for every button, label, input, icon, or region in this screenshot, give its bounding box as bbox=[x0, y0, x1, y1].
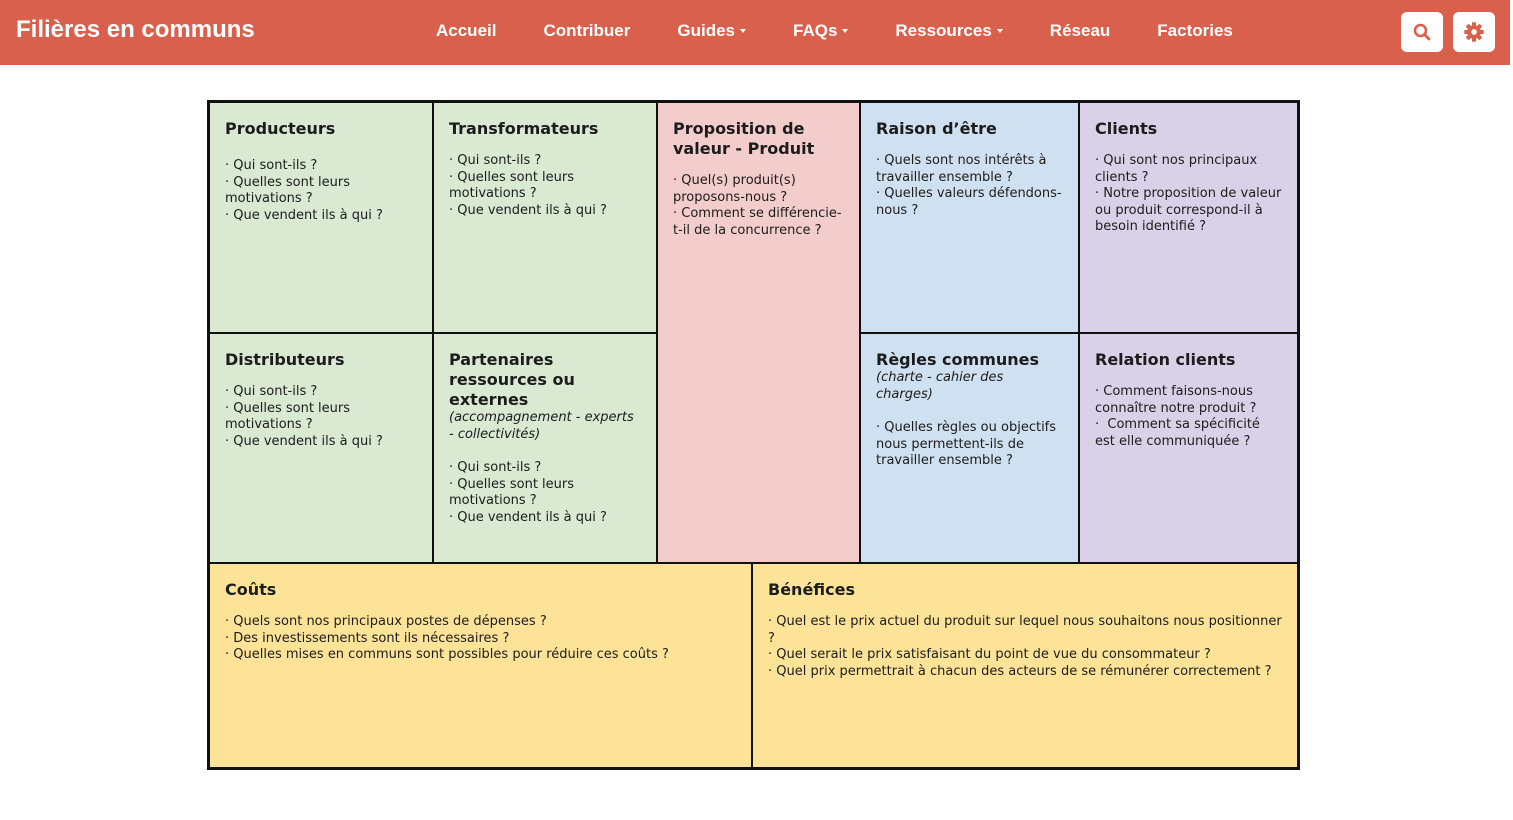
list-item: · Quelles mises en communs sont possibles pour réduire ces coûts ? bbox=[225, 647, 737, 664]
caret-down-icon bbox=[740, 29, 746, 33]
list-item: · Qui sont-ils ? bbox=[225, 384, 418, 401]
cell-subtitle: (accompagnement - experts - collectivités) bbox=[449, 410, 634, 442]
cell-benefices bbox=[753, 564, 1297, 767]
nav-link-faqs[interactable] bbox=[793, 21, 848, 41]
cell-title: Proposition de valeur - Produit bbox=[673, 119, 815, 158]
list-item: · Que vendent ils à qui ? bbox=[449, 510, 642, 527]
list-item: · Quelles sont leurs motivations ? bbox=[225, 175, 418, 208]
cell-clients bbox=[1080, 103, 1297, 332]
cell-items bbox=[1095, 153, 1283, 236]
list-item: · Quelles règles ou objectifs nous permettent-ils de travailler ensemble ? bbox=[876, 420, 1064, 470]
cell-regles-communes bbox=[861, 334, 1078, 562]
cell-items bbox=[876, 420, 1064, 470]
nav-link-label: Factories bbox=[1157, 21, 1233, 40]
cell-title: Partenaires ressources ou externes bbox=[449, 350, 575, 409]
nav-link-factories[interactable] bbox=[1157, 21, 1233, 41]
gear-icon bbox=[1463, 21, 1485, 43]
search-icon bbox=[1413, 23, 1431, 41]
cell-items bbox=[449, 460, 642, 526]
cell-title: Règles communes bbox=[876, 350, 1040, 369]
cell-title: Producteurs bbox=[225, 119, 336, 138]
site-brand[interactable]: Filières en communs bbox=[16, 16, 255, 43]
list-item: · Quelles sont leurs motivations ? bbox=[449, 477, 642, 510]
cell-items bbox=[449, 153, 642, 219]
list-item: · Quel serait le prix satisfaisant du point de vue du consommateur ? bbox=[768, 647, 1291, 664]
nav-link-label: Contribuer bbox=[543, 21, 631, 40]
nav-link-contribuer[interactable] bbox=[543, 21, 630, 41]
cell-title: Clients bbox=[1095, 119, 1158, 138]
list-item: · Quelles sont leurs motivations ? bbox=[225, 401, 418, 434]
cell-title: Transformateurs bbox=[449, 119, 599, 138]
cell-items bbox=[225, 158, 418, 224]
cell-items bbox=[225, 614, 737, 664]
list-item: · Comment se différencie-t-il de la concurrence ? bbox=[673, 206, 845, 239]
caret-down-icon bbox=[842, 29, 848, 33]
list-item: · Des investissements sont ils nécessaires ? bbox=[225, 631, 737, 648]
list-item: · Quels sont nos principaux postes de dépenses ? bbox=[225, 614, 737, 631]
cell-title: Distributeurs bbox=[225, 350, 345, 369]
list-item: · Qui sont-ils ? bbox=[449, 460, 642, 477]
cell-subtitle: (charte - cahier des charges) bbox=[876, 370, 1004, 402]
nav-link-label: Ressources bbox=[895, 21, 992, 40]
cell-items bbox=[225, 384, 418, 450]
caret-down-icon bbox=[997, 29, 1003, 33]
nav-link-accueil[interactable] bbox=[436, 21, 496, 41]
nav-link-label: FAQs bbox=[793, 21, 838, 40]
nav-link-label: Guides bbox=[677, 21, 735, 40]
cell-title: Bénéfices bbox=[768, 580, 856, 599]
top-navbar bbox=[0, 0, 1510, 65]
cell-distributeurs bbox=[210, 334, 432, 562]
list-item: · Que vendent ils à qui ? bbox=[225, 434, 418, 451]
list-item: · Quel prix permettrait à chacun des acteurs de se rémunérer correctement ? bbox=[768, 664, 1291, 681]
list-item: · Quelles valeurs défendons-nous ? bbox=[876, 186, 1064, 219]
list-item: · Comment sa spécificité est elle communiquée ? bbox=[1095, 417, 1283, 450]
list-item: · Qui sont-ils ? bbox=[449, 153, 642, 170]
business-model-canvas bbox=[207, 100, 1300, 770]
list-item: · Quels sont nos intérêts à travailler ensemble ? bbox=[876, 153, 1064, 186]
cell-title: Relation clients bbox=[1095, 350, 1236, 369]
cell-transformateurs bbox=[434, 103, 656, 332]
list-item: · Quel est le prix actuel du produit sur lequel nous souhaitons nous positionner ? bbox=[768, 614, 1291, 647]
cell-relation-clients bbox=[1080, 334, 1297, 562]
nav-link-guides[interactable] bbox=[677, 21, 746, 41]
cell-title: Raison d’être bbox=[876, 119, 997, 138]
nav-link-label: Accueil bbox=[436, 21, 497, 40]
cell-raison-etre bbox=[861, 103, 1078, 332]
cell-items bbox=[1095, 384, 1283, 450]
list-item: · Qui sont-ils ? bbox=[225, 158, 418, 175]
cell-items bbox=[673, 173, 845, 239]
list-item: · Notre proposition de valeur ou produit correspond-il à besoin identifié ? bbox=[1095, 186, 1283, 236]
list-item: · Que vendent ils à qui ? bbox=[449, 203, 642, 220]
nav-link-label: Réseau bbox=[1049, 21, 1111, 40]
settings-button[interactable] bbox=[1453, 12, 1495, 52]
main-nav bbox=[436, 21, 1233, 41]
list-item: · Quel(s) produit(s) proposons-nous ? bbox=[673, 173, 845, 206]
list-item: · Qui sont nos principaux clients ? bbox=[1095, 153, 1283, 186]
cell-couts bbox=[210, 564, 751, 767]
nav-link-r-seau[interactable] bbox=[1050, 21, 1110, 41]
list-item: · Que vendent ils à qui ? bbox=[225, 208, 418, 225]
cell-items bbox=[876, 153, 1064, 219]
cell-title: Coûts bbox=[225, 580, 277, 599]
nav-link-ressources[interactable] bbox=[895, 21, 1002, 41]
list-item: · Quelles sont leurs motivations ? bbox=[449, 170, 642, 203]
list-item: · Comment faisons-nous connaître notre produit ? bbox=[1095, 384, 1283, 417]
cell-producteurs bbox=[210, 103, 432, 332]
search-button[interactable] bbox=[1401, 12, 1443, 52]
cell-partenaires bbox=[434, 334, 656, 562]
cell-items bbox=[768, 614, 1291, 680]
cell-proposition-valeur bbox=[658, 103, 859, 562]
